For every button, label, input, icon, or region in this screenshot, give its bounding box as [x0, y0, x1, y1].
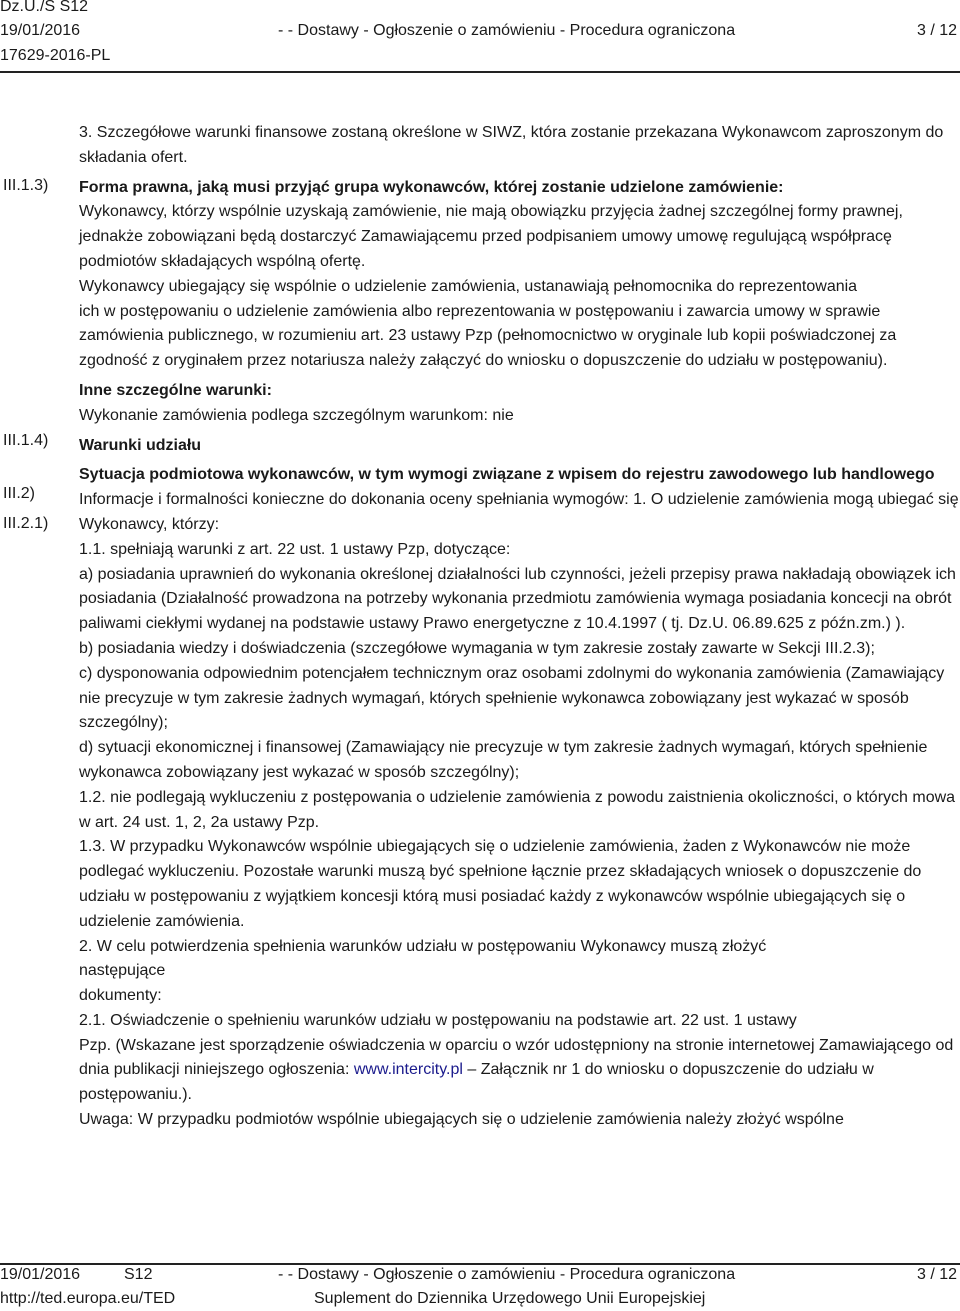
document-2-1-details: Pzp. (Wskazane jest sporządzenie oświadczenia w oparciu o wzór udostępniony na stronie internetowej Zamawiającego od dnia publikacji niniejszego ogłoszenia: www.intercity.pl – Załącznik nr 1 do wniosku o dopuszczenie do udziału w postępowaniu.). — [79, 1036, 954, 1104]
condition-1-1: 1.1. spełniają warunki z art. 22 ust. 1 ustawy Pzp, dotyczące: — [79, 540, 511, 558]
condition-b: b) posiadania wiedzy i doświadczenia (szczegółowe wymagania w tym zakresie zostały zawarte w Sekcji III.2.3); — [79, 639, 875, 657]
legal-form-text: Wykonawcy, którzy wspólnie uzyskają zamówienie, nie mają obowiązku przyjęcia żadnej szczególnej formy prawnej, jednakże zobowiązani będą dostarczyć Zamawiającemu przed podpisaniem umowy umowę regulującą współpracę podmiotów składających wspólną ofertę. — [79, 203, 903, 270]
documents-intro-3: dokumenty: — [79, 987, 162, 1005]
notice-id: 17629-2016-PL — [0, 47, 111, 64]
footer-series: S12 — [124, 1266, 153, 1283]
note-text: Uwaga: W przypadku podmiotów wspólnie ubiegających się o udzielenie zamówienia należy złożyć wspólne — [79, 1111, 844, 1129]
condition-a: a) posiadania uprawnień do wykonania określonej działalności lub czynności, jeżeli przepisy prawa nakładają obowiązek ich posiadania (Działalność prowadzona na potrzeby wykonania przedmiotu zamówienia wymaga posiadania koncecji na obrót paliwami ciekłymi wydanej na podstawie ustawy Prawo energetyczne z 10.4.1997 ( tj. Dz.U. 06.89.625 z późn.zm.) ). — [79, 565, 956, 633]
section-number-iii-1-4: III.1.4) — [3, 432, 49, 449]
intercity-link[interactable]: www.intercity.pl — [353, 1061, 463, 1079]
header-title: - - Dostawy - Ogłoszenie o zamówieniu - Procedura ograniczona — [278, 22, 736, 39]
page-footer — [0, 1263, 960, 1311]
info-formalities-text: Informacje i formalności konieczne do dokonania oceny spełniania wymogów: 1. O udzielenie zamówienia mogą ubiegać się Wykonawcy, którzy: — [79, 491, 959, 533]
footer-page-number: 3 / 12 — [916, 1266, 957, 1283]
header-divider — [0, 71, 960, 73]
condition-1-2: 1.2. nie podlegają wykluczeniu z postępowania o udzielenie zamówienia z powodu zaistnienia okoliczności, o których mowa w art. 24 ust. 1, 2, 2a ustawy Pzp. — [79, 788, 956, 831]
documents-intro-1: 2. W celu potwierdzenia spełnienia warunków udziału w postępowaniu Wykonawcy muszą złożyć — [79, 937, 767, 955]
participation-conditions-heading: Warunki udziału — [79, 436, 202, 454]
section-number-iii-2: III.2) — [3, 485, 36, 502]
page-header — [0, 0, 960, 70]
special-conditions-heading: Inne szczególne warunki: — [79, 381, 272, 399]
financial-conditions-text: 3. Szczegółowe warunki finansowe zostaną określone w SIWZ, która zostanie przekazana Wykonawcom zaproszonym do składania ofert. — [79, 124, 944, 166]
document-2-1: 2.1. Oświadczenie o spełnieniu warunków udziału w postępowaniu na podstawie art. 22 ust. 1 ustawy — [79, 1011, 797, 1029]
condition-d: d) sytuacji ekonomicznej i finansowej (Zamawiający nie precyzuje w tym zakresie żadnych wymagań, których spełnienie wykonawca zobowiązany jest wykazać w sposób szczególny); — [79, 739, 928, 781]
journal-ref: Dz.U./S S12 — [0, 0, 89, 15]
proxy-text-1: Wykonawcy ubiegający się wspólnie o udzielenie zamówienia, ustanawiają pełnomocnika do reprezentowania — [79, 277, 858, 295]
section-number-iii-1-3: III.1.3) — [3, 177, 49, 194]
document-body — [79, 121, 959, 1133]
documents-intro-2: następujące — [79, 962, 166, 980]
personal-situation-heading: Sytuacja podmiotowa wykonawców, w tym wymogi związane z wpisem do rejestru zawodowego lub handlowego — [79, 466, 935, 484]
condition-1-3: 1.3. W przypadku Wykonawców wspólnie ubiegających się o udzielenie zamówienia, żaden z Wykonawców nie może podlegać wykluczeniu. Pozostałe warunki muszą być spełnione łącznie przez składających wniosek o dopuszczenie do udziału w postępowaniu z wyjątkiem koncesji którą musi posiadać każdy z wykonawców wspólnie ubiegających się o udzielenie zamówienia. — [79, 838, 922, 930]
footer-divider — [0, 1263, 960, 1265]
condition-c: c) dysponowania odpowiednim potencjałem technicznym oraz osobami zdolnymi do wykonania zamówienia (Zamawiający nie precyzuje w tym zakresie żadnych wymagań, których spełnienie wykonawca zobowiązany jest wykazać w sposób szczególny); — [79, 664, 945, 732]
section-number-iii-2-1: III.2.1) — [3, 515, 49, 532]
proxy-text-2: ich w postępowaniu o udzielenie zamówienia albo reprezentowania w postępowaniu i zawarcia umowy w sprawie zamówienia publicznego, w rozumieniu art. 23 ustawy Pzp (pełnomocnictwo w oryginale lub kopii poświadczonej za zgodność z oryginałem przez notariusza należy załączyć do wniosku o dopuszczenie do udziału w postępowaniu). — [79, 302, 897, 370]
header-page-number: 3 / 12 — [916, 22, 957, 39]
footer-title: - - Dostawy - Ogłoszenie o zamówieniu - Procedura ograniczona — [278, 1266, 736, 1283]
footer-date: 19/01/2016 — [0, 1266, 81, 1283]
footer-url[interactable]: http://ted.europa.eu/TED — [0, 1290, 176, 1307]
special-conditions-text: Wykonanie zamówienia podlega szczególnym warunkom: nie — [79, 406, 514, 424]
legal-form-heading: Forma prawna, jaką musi przyjąć grupa wykonawców, której zostanie udzielone zamówienie: — [79, 178, 784, 196]
footer-supplement: Suplement do Dziennika Urzędowego Unii Europejskiej — [314, 1290, 706, 1307]
header-date: 19/01/2016 — [0, 22, 81, 39]
